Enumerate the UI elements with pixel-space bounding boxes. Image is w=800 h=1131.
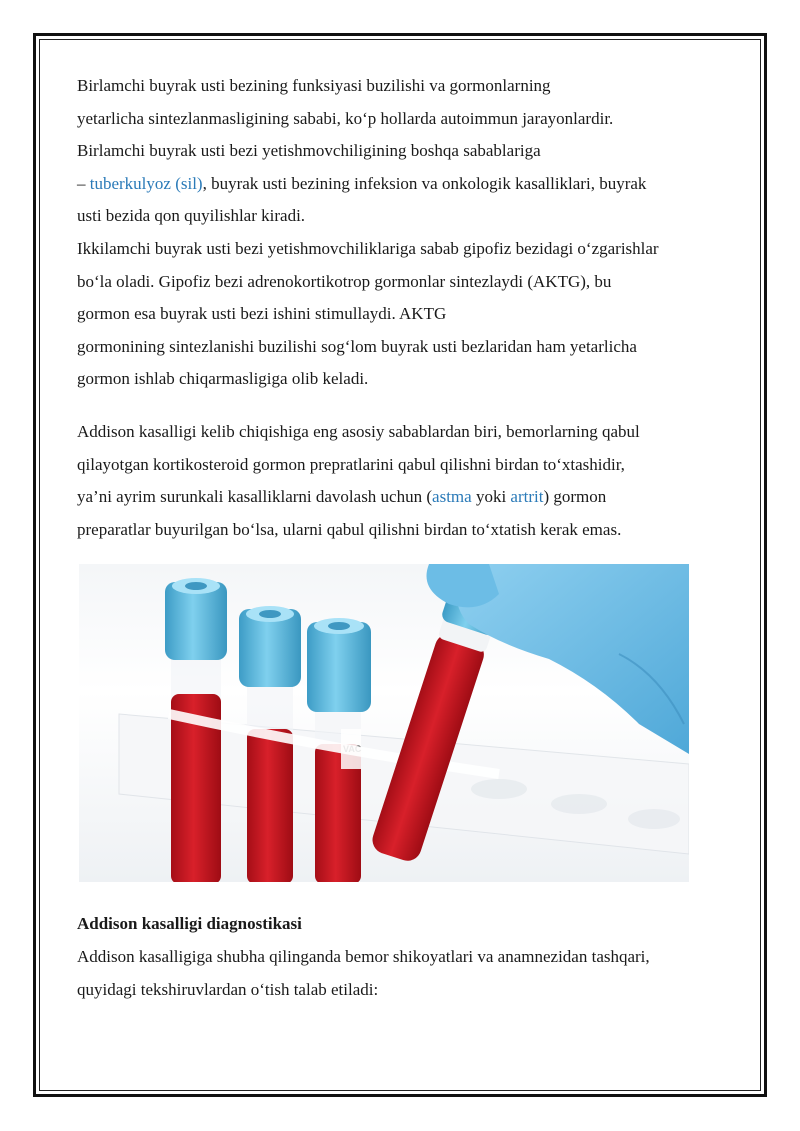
text-line: Ikkilamchi buyrak usti bezi yetishmovchiliklariga sabab gipofiz bezidagi o‘zgarishlar — [77, 238, 659, 258]
text-line: preparatlar buyurilgan bo‘lsa, ularni qabul qilishni birdan to‘xtatish kerak emas. — [77, 519, 622, 539]
text-line: gormon ishlab chiqarmasligiga olib keladi. — [77, 369, 369, 389]
text-line: qilayotgan kortikosteroid gormon prepratlarini qabul qilishni birdan to‘xtashidir, — [77, 454, 625, 474]
text-line: usti bezida qon quyilishlar kiradi. — [77, 206, 306, 226]
blood-tube-1 — [165, 578, 227, 882]
text-line: quyidagi tekshiruvlardan o‘tish talab etiladi: — [77, 979, 379, 999]
blood-tubes-photo — [79, 564, 689, 882]
section-heading: Addison kasalligi diagnostikasi — [77, 914, 302, 934]
text-fragment: , buyrak usti bezining infeksion va onkologik kasalliklari, buyrak — [202, 173, 647, 193]
link-astma[interactable]: astma — [432, 487, 472, 507]
link-tuberkulyoz[interactable]: tuberkulyoz (sil) — [89, 173, 203, 193]
text-line: gormonining sintezlanishi buzilishi sog‘lom buyrak usti bezlaridan ham yetarlicha — [77, 336, 637, 356]
text-fragment: yoki — [471, 487, 511, 507]
text-line: gormon esa buyrak usti bezi ishini stimullaydi. AKTG — [77, 304, 447, 324]
text-line — [77, 168, 727, 201]
text-fragment: – — [77, 173, 90, 193]
text-line: bo‘la oladi. Gipofiz bezi adrenokortikotrop gormonlar sintezlaydi (AKTG), bu — [77, 271, 612, 291]
diagnostics-section — [77, 908, 727, 1006]
text-line: Birlamchi buyrak usti bezining funksiyasi buzilishi va gormonlarning — [77, 76, 551, 95]
text-line: yetarlicha sintezlanmasligining sababi, ko‘p hollarda autoimmun jarayonlardir. — [77, 108, 614, 128]
text-line — [77, 481, 727, 514]
link-artrit[interactable]: artrit — [510, 487, 544, 507]
text-line: Addison kasalligiga shubha qilinganda bemor shikoyatlari va anamnezidan tashqari, — [77, 946, 650, 966]
text-line: Addison kasalligi kelib chiqishiga eng asosiy sabablardan biri, bemorlarning qabul — [77, 421, 640, 441]
tube-label: VAC — [343, 744, 362, 755]
text-fragment: ) gormon — [543, 487, 607, 507]
paragraph-corticosteroid — [77, 416, 727, 546]
document-body — [77, 70, 727, 1006]
text-line: Birlamchi buyrak usti bezi yetishmovchiligining boshqa sabablariga — [77, 141, 541, 161]
text-fragment: ya’ni ayrim surunkali kasalliklarni davolash uchun ( — [77, 487, 433, 507]
paragraph-causes — [77, 70, 727, 396]
